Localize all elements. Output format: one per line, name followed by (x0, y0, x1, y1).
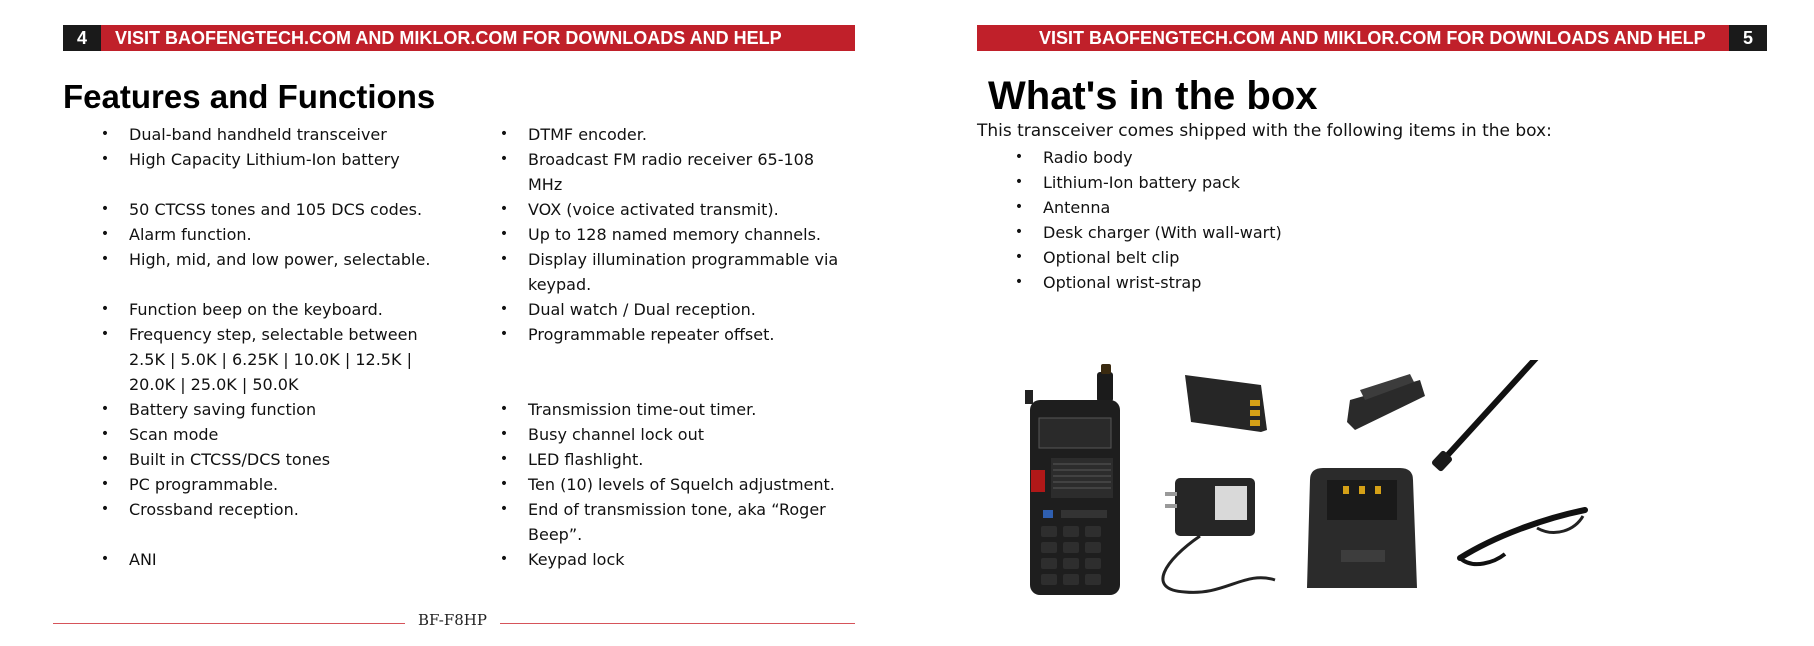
list-item-text: Battery saving function (129, 400, 317, 419)
list-item (95, 147, 430, 172)
list-item-text: Up to 128 named memory channels. (528, 225, 822, 244)
list-item-text: Programmable repeater offset. (528, 325, 775, 344)
list-item (494, 122, 838, 147)
features-list-right (494, 122, 838, 572)
list-item-text: Transmission time-out timer. (528, 400, 757, 419)
list-item (494, 297, 838, 322)
list-item-text: High, mid, and low power, selectable. (129, 250, 431, 269)
page-number: 5 (1729, 25, 1767, 51)
bullet-icon: • (1014, 149, 1024, 165)
box-contents-photo (1025, 360, 1635, 600)
bullet-icon: • (100, 476, 110, 492)
bullet-icon: • (1014, 274, 1024, 290)
bullet-icon: • (1014, 224, 1024, 240)
bullet-icon: • (100, 201, 110, 217)
list-item-text: Frequency step, selectable between (129, 325, 418, 344)
list-item-text: Beep”. (528, 525, 583, 544)
bullet-icon: • (100, 301, 110, 317)
list-item-text: Broadcast FM radio receiver 65-108 (528, 150, 815, 169)
list-item-text: Crossband reception. (129, 500, 299, 519)
bullet-icon: • (499, 201, 509, 217)
list-item-text: Display illumination programmable via (528, 250, 839, 269)
list-item (95, 322, 430, 397)
box-contents-list (1009, 145, 1282, 295)
bullet-icon: • (100, 226, 110, 242)
list-item-text: End of transmission tone, aka “Roger (528, 500, 826, 519)
bullet-icon: • (499, 401, 509, 417)
list-item-text: Built in CTCSS/DCS tones (129, 450, 331, 469)
bullet-icon: • (1014, 174, 1024, 190)
list-item-text: VOX (voice activated transmit). (528, 200, 779, 219)
list-item-text: Dual watch / Dual reception. (528, 300, 756, 319)
list-item-text: MHz (528, 175, 563, 194)
bullet-icon: • (100, 251, 110, 267)
list-item (95, 447, 430, 472)
bullet-icon: • (499, 501, 509, 517)
bullet-icon: • (499, 251, 509, 267)
antenna-image (1431, 360, 1569, 472)
list-item-text: Dual-band handheld transceiver (129, 125, 387, 144)
desk-charger-image (1307, 468, 1417, 588)
list-item (95, 422, 430, 447)
list-item-text: Function beep on the keyboard. (129, 300, 383, 319)
list-item (494, 222, 838, 247)
bullet-icon: • (499, 301, 509, 317)
list-item-text: DTMF encoder. (528, 125, 647, 144)
page-header (63, 25, 855, 51)
bullet-icon: • (499, 326, 509, 342)
radio-body-image (1025, 364, 1120, 595)
page-header (977, 25, 1767, 51)
bullet-icon: • (100, 426, 110, 442)
bullet-icon: • (499, 151, 509, 167)
list-item (95, 197, 430, 222)
bullet-icon: • (499, 426, 509, 442)
list-item (494, 322, 838, 347)
list-item (494, 447, 838, 472)
list-item (1009, 145, 1282, 170)
list-item-text: LED flashlight. (528, 450, 644, 469)
bullet-icon: • (100, 401, 110, 417)
page-number: 4 (63, 25, 101, 51)
list-item (1009, 270, 1282, 295)
list-item-text: Optional belt clip (1043, 248, 1180, 267)
list-item-text: keypad. (528, 275, 592, 294)
list-item (494, 147, 838, 197)
wall-charger-image (1163, 478, 1275, 592)
bullet-icon: • (499, 226, 509, 242)
list-item-text: Alarm function. (129, 225, 252, 244)
belt-clip-image (1347, 374, 1425, 430)
list-item (95, 472, 430, 497)
bullet-icon: • (100, 126, 110, 142)
list-item-text: Radio body (1043, 148, 1133, 167)
right-page (907, 0, 1814, 646)
list-item (95, 547, 430, 572)
list-item (95, 122, 430, 147)
page-title: Features and Functions (63, 78, 436, 115)
list-item (494, 497, 838, 547)
bullet-icon: • (1014, 249, 1024, 265)
list-item-text: Desk charger (With wall-wart) (1043, 223, 1282, 242)
list-item (494, 397, 838, 422)
bullet-icon: • (100, 501, 110, 517)
list-item-text: Optional wrist-strap (1043, 273, 1202, 292)
list-item-text: Ten (10) levels of Squelch adjustment. (528, 475, 835, 494)
bullet-icon: • (100, 326, 110, 342)
footer-rule-right (500, 623, 855, 624)
list-item-text: 50 CTCSS tones and 105 DCS codes. (129, 200, 423, 219)
features-list-left (95, 122, 430, 572)
list-item-text: Antenna (1043, 198, 1111, 217)
footer-rule-left (53, 623, 405, 624)
wrist-strap-image (1460, 510, 1585, 564)
list-item (95, 247, 430, 272)
list-item-text: Keypad lock (528, 550, 625, 569)
bullet-icon: • (499, 551, 509, 567)
bullet-icon: • (1014, 199, 1024, 215)
bullet-icon: • (100, 151, 110, 167)
list-item (1009, 220, 1282, 245)
list-item-text: 20.0K | 25.0K | 50.0K (129, 375, 299, 394)
list-item-text: PC programmable. (129, 475, 279, 494)
list-item-text: 2.5K | 5.0K | 6.25K | 10.0K | 12.5K | (129, 350, 412, 369)
list-item (1009, 170, 1282, 195)
footer-model: BF-F8HP (418, 611, 487, 629)
intro-text: This transceiver comes shipped with the following items in the box: (977, 121, 1552, 141)
bullet-icon: • (100, 451, 110, 467)
list-item (95, 222, 430, 247)
list-item-text: Busy channel lock out (528, 425, 704, 444)
list-item-text: Scan mode (129, 425, 219, 444)
list-item-text: Lithium-Ion battery pack (1043, 173, 1240, 192)
page-title: What's in the box (988, 74, 1318, 118)
list-item (1009, 245, 1282, 270)
list-item-text: High Capacity Lithium-Ion battery (129, 150, 400, 169)
list-item (95, 297, 430, 322)
battery-pack-image (1185, 375, 1267, 432)
list-item (95, 497, 430, 522)
bullet-icon: • (499, 451, 509, 467)
list-item (494, 197, 838, 222)
bullet-icon: • (499, 126, 509, 142)
header-banner-text: VISIT BAOFENGTECH.COM AND MIKLOR.COM FOR DOWNLOADS AND HELP (101, 25, 855, 51)
list-item (494, 247, 838, 297)
list-item (1009, 195, 1282, 220)
header-banner-text: VISIT BAOFENGTECH.COM AND MIKLOR.COM FOR DOWNLOADS AND HELP (977, 25, 1729, 51)
list-item-text: ANI (129, 550, 157, 569)
list-item (494, 472, 838, 497)
list-item (95, 397, 430, 422)
list-item (494, 422, 838, 447)
bullet-icon: • (100, 551, 110, 567)
list-item (494, 547, 838, 572)
bullet-icon: • (499, 476, 509, 492)
